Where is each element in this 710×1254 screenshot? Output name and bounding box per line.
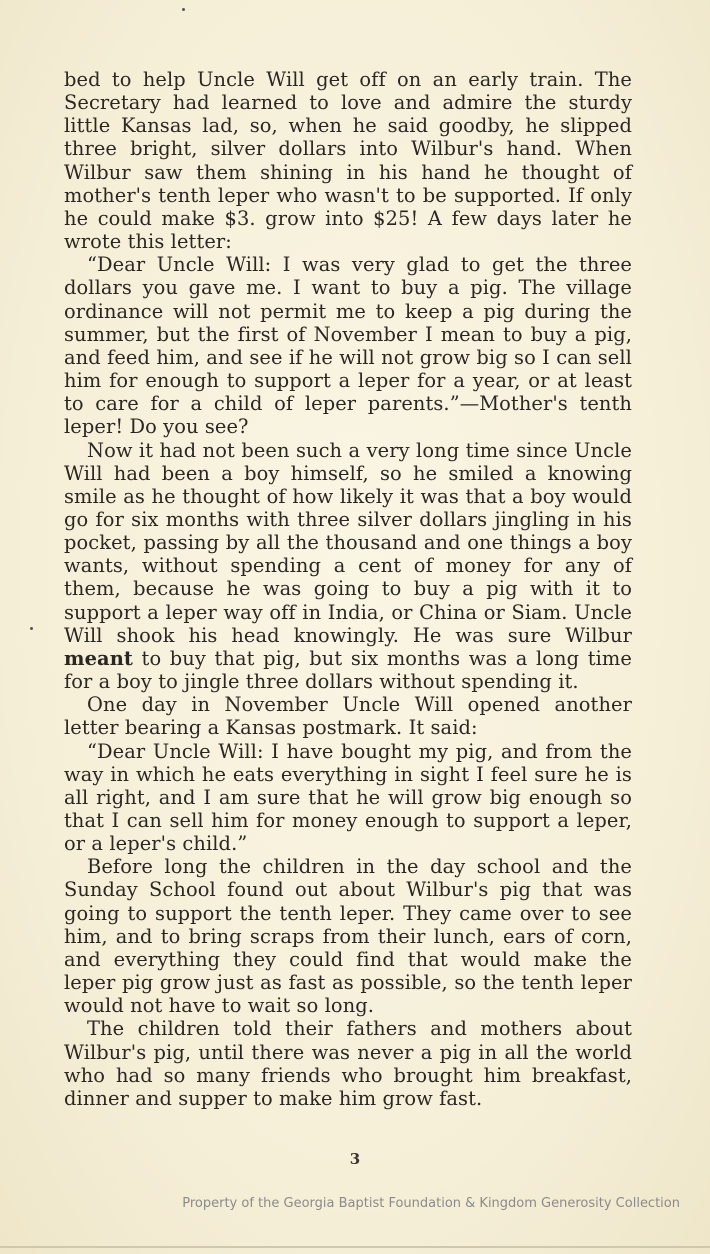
- collection-watermark: Property of the Georgia Baptist Foundation & Kingdom Generosity Collection: [182, 1196, 680, 1211]
- text-run: bed to help Uncle Will get off on an early train. The Secretary had learned to love and admire the sturdy little Kansas lad, so, when he said goodby, he slipped three bright, silver dollars into Wilbur's hand. When Wilbur saw them shining in his hand he thought of mother's tenth leper who wasn't to be supported. If only he could make $3. grow into $25! A few days later he wrote this letter:: [64, 68, 632, 254]
- page-number: 3: [349, 1150, 361, 1168]
- ink-speck: [30, 627, 33, 630]
- ink-speck: [182, 8, 185, 11]
- text-run: Before long the children in the day school and the Sunday School found out about Wilbur's pig that was going to support the tenth leper. They came over to see him, and to bring scraps from their lunch, ears of corn, and everything they could find that would make the leper pig grow just as fast as possible, so the tenth leper would not have to wait so long.: [64, 855, 632, 1018]
- paragraph: [64, 68, 632, 253]
- page-edge: [0, 1246, 710, 1248]
- text-run: Now it had not been such a very long time since Uncle Will had been a boy himself, so he smiled a knowing smile as he thought of how likely it was that a boy would go for six months with three silver dollars jingling in his pocket, passing by all the thousand and one things a boy wants, without spending a cent of money for any of them, because he was going to buy a pig with it to support a leper way off in India, or China or Siam. Uncle Will shook his head knowingly. He was sure Wilbur: [64, 438, 632, 647]
- text-run: to buy that pig, but six months was a long time for a boy to jingle three dollars without spending it.: [64, 646, 632, 694]
- paragraph: [64, 693, 632, 739]
- text-run: “Dear Uncle Will: I have bought my pig, and from the way in which he eats everything in sight I feel sure he is all right, and I am sure that he will grow big enough so that I can sell him for money enough to support a leper, or a leper's child.”: [64, 739, 632, 856]
- text-run: One day in November Uncle Will opened another letter bearing a Kansas postmark. It said:: [64, 693, 632, 740]
- paragraph: [64, 740, 632, 856]
- paragraph: [64, 439, 632, 694]
- emphasized-word: meant: [64, 646, 133, 670]
- paragraph: [64, 253, 632, 438]
- text-run: “Dear Uncle Will: I was very glad to get the three dollars you gave me. I want to buy a pig. The village ordinance will not permit me to keep a pig during the summer, but the first of November I mean to buy a pig, and feed him, and see if he will not grow big so I can sell him for enough to support a leper for a year, or at least to care for a child of leper parents.”—Mother's tenth leper! Do you see?: [64, 253, 632, 439]
- paragraph: [64, 1017, 632, 1110]
- body-text: [64, 68, 632, 1110]
- text-run: The children told their fathers and mothers about Wilbur's pig, until there was never a pig in all the world who had so many friends who brought him breakfast, dinner and supper to make him grow fast.: [64, 1017, 632, 1110]
- paragraph: [64, 855, 632, 1017]
